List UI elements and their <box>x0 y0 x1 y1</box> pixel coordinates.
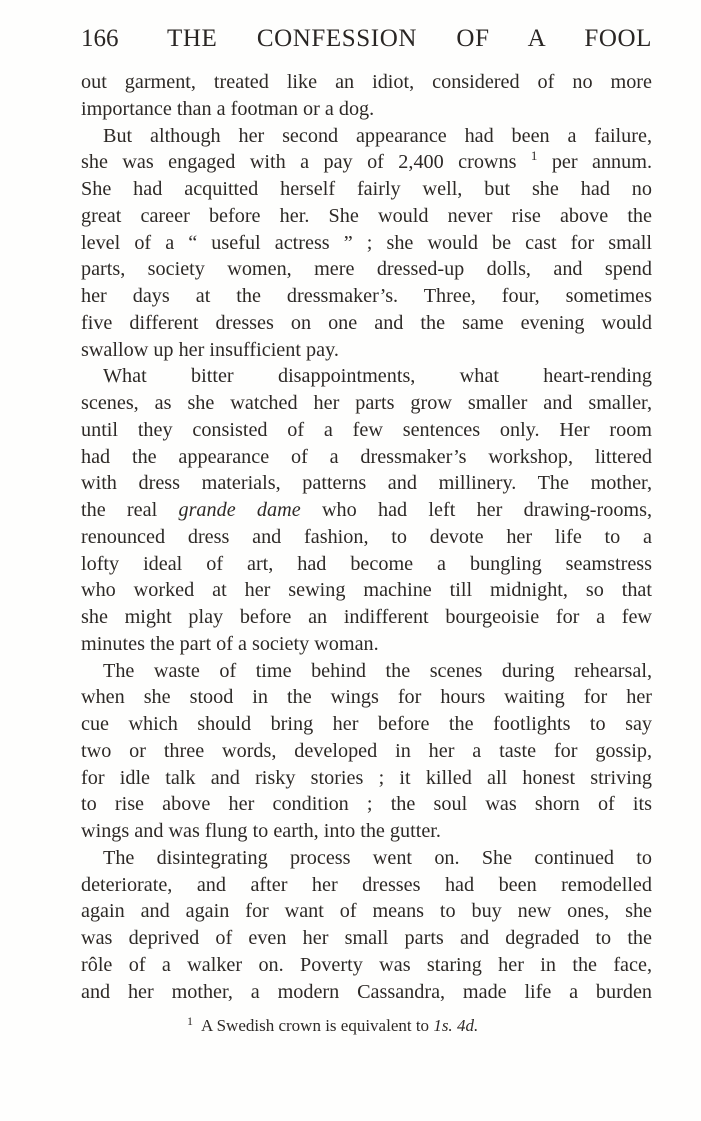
text-fragment: the real <box>81 499 158 521</box>
text-fragment: who had left her drawing-rooms, <box>321 499 653 521</box>
text-line: out garment, treated like an idiot, considered of no more <box>81 71 652 93</box>
footnote-reference: 1 <box>530 148 538 164</box>
body-text <box>81 69 652 1005</box>
text-fragment: per annum. <box>551 151 652 174</box>
footnote-shillings: 1s. <box>433 1016 453 1035</box>
footnote-text: A Swedish crown is equivalent to <box>201 1016 430 1035</box>
text-line <box>81 497 652 524</box>
footnote-mark: 1 <box>187 1014 193 1028</box>
text-line: and her mother, a modern Cassandra, made life a burden <box>81 980 652 1003</box>
text-line: five different dresses on one and the same evening would <box>81 311 652 334</box>
text-line: with dress materials, patterns and millinery. The mother, <box>81 472 652 495</box>
footnote <box>187 1014 607 1038</box>
text-line: minutes the part of a society woman. <box>81 632 379 655</box>
text-line: her days at the dressmaker’s. Three, four, sometimes <box>81 285 652 307</box>
text-line: level of a “ useful actress ” ; she would be cast for small <box>81 231 652 254</box>
text-line: importance than a footman or a dog. <box>81 97 375 120</box>
text-line: two or three words, developed in her a taste for gossip, <box>81 739 652 762</box>
text-line: scenes, as she watched her parts grow smaller and smaller, <box>81 392 652 414</box>
text-line: for idle talk and risky stories ; it killed all honest striving <box>81 766 652 789</box>
page-number: 166 <box>81 25 119 52</box>
text-line: rôle of a walker on. Poverty was staring her in the face, <box>81 953 652 976</box>
text-line <box>81 149 652 176</box>
text-line: she might play before an indifferent bourgeoisie for a few <box>81 606 652 628</box>
text-line: What bitter disappointments, what heart-rending <box>103 365 652 388</box>
text-line: wings and was flung to earth, into the gutter. <box>81 820 441 842</box>
text-line: swallow up her insufficient pay. <box>81 338 339 361</box>
text-line: until they consisted of a few sentences only. Her room <box>81 418 652 441</box>
text-line: The waste of time behind the scenes during rehearsal, <box>103 659 652 682</box>
text-line: who worked at her sewing machine till midnight, so that <box>81 579 652 602</box>
text-line: to rise above her condition ; the soul was shorn of its <box>81 793 652 816</box>
text-fragment: she was engaged with a pay of 2,400 crowns <box>81 151 517 174</box>
text-line: parts, society women, mere dressed-up dolls, and spend <box>81 258 652 281</box>
text-line: had the appearance of a dressmaker’s workshop, littered <box>81 445 652 468</box>
text-line: great career before her. She would never rise above the <box>81 204 652 227</box>
text-line: again and again for want of means to buy new ones, she <box>81 900 652 923</box>
text-line: The disintegrating process went on. She continued to <box>103 846 652 869</box>
text-line: She had acquitted herself fairly well, but she had no <box>81 178 652 200</box>
footnote-pence: 4d. <box>456 1016 479 1035</box>
italic-phrase: grande dame <box>178 499 301 521</box>
text-line: lofty ideal of art, had become a bungling seamstress <box>81 552 652 575</box>
running-title: THE CONFESSION OF A FOOL <box>167 25 652 52</box>
text-line: cue which should bring her before the footlights to say <box>81 713 652 735</box>
text-line: was deprived of even her small parts and degraded to the <box>81 927 652 949</box>
text-line: when she stood in the wings for hours waiting for her <box>81 686 652 709</box>
running-header <box>81 22 652 56</box>
text-line: But although her second appearance had been a failure, <box>103 124 652 147</box>
text-line: deteriorate, and after her dresses had been remodelled <box>81 873 652 896</box>
text-line: renounced dress and fashion, to devote her life to a <box>81 525 652 548</box>
